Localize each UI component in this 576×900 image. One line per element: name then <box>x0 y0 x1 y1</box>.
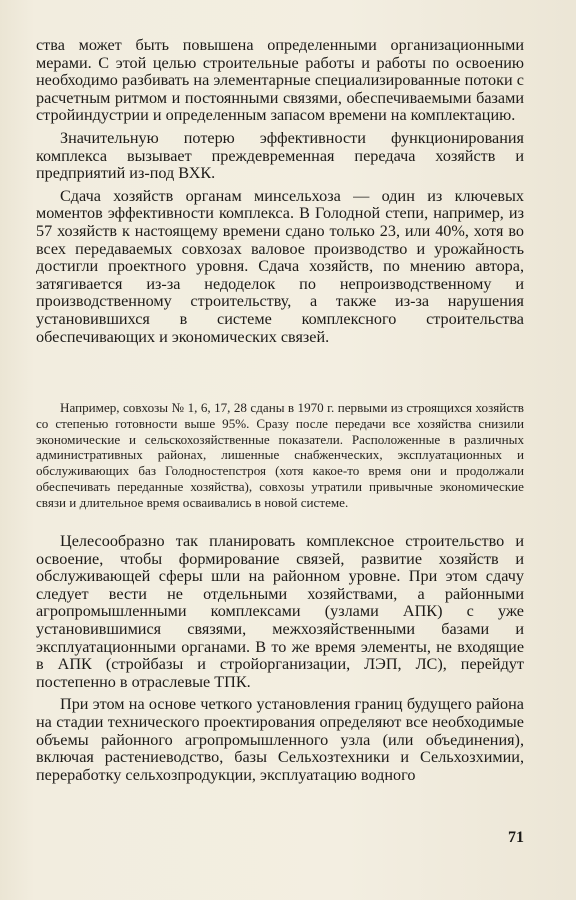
paragraph-efficiency-loss: Значительную потерю эффективности функционирования комплекса вызывает преждевременная передача хозяйств и предприятий из-под ВХК. <box>36 128 524 183</box>
paragraph-continued: ства может быть повышена определенными организационными мерами. С этой целью строительные работы и работы по освоению необходимо разбивать на элементарные специализированные потоки с расчетным ритмом и постоянными связями, обеспечиваемыми базами стройиндустрии и определенным запасом времени на комплектацию. <box>36 36 524 125</box>
page-number: 71 <box>508 829 524 846</box>
body-text-top <box>36 37 524 346</box>
body-text-bottom <box>36 533 524 784</box>
paragraph-boundaries: При этом на основе четкого установления границ будущего района на стадии технического проектирования определяют все необходимые объемы районного агропромышленного узла (или объединения), включая растениеводство, базы Сельхозтехники и Сельхозхимии, переработку сельхозпродукции, эксплуатацию водного <box>36 695 524 784</box>
paragraph-handover: Сдача хозяйств органам минсельхоза — один из ключевых моментов эффективности комплекса. В Голодной степи, например, из 57 хозяйств к настоящему времени сдано только 23, или 40%, хотя во всех передаваемых совхозах валовое производство и урожайность достигли проектного уровня. Сдача хозяйств, по мнению автора, затягивается из-за недоделок по непроизводственному и производственному строительству, а также из-за нарушения установившихся в системе комплексного строительства обеспечивающих и экономических связей. <box>36 186 524 346</box>
footnote-example: Например, совхозы № 1, 6, 17, 28 сданы в 1970 г. первыми из строящихся хозяйств со степенью готовности выше 95%. Сразу после передачи все хозяйства снизили экономические и сельскохозяйственные показатели. Расположенные в различных административных районах, лишенные снабженческих, эксплуатационных и обслуживающих баз Голодностепстроя (хотя какое-то время они и продолжали обеспечивать переданные хозяйства), совхозы утратили привычные экономические связи и длительное время осваивались в новой системе. <box>36 400 524 510</box>
paragraph-planning: Целесообразно так планировать комплексное строительство и освоение, чтобы формирование связей, развитие хозяйств и обслуживающей сферы шли на районном уровне. При этом сдачу следует вести не отдельными хозяйствами, а районными агропромышленными комплексами (узлами АПК) с уже установившимися связями, межхозяйственными базами и эксплуатационными органами. В то же время элементы, не входящие в АПК (стройбазы и стройорганизации, ЛЭП, ЛС), перейдут постепенно в отраслевые ТПК. <box>36 532 524 691</box>
